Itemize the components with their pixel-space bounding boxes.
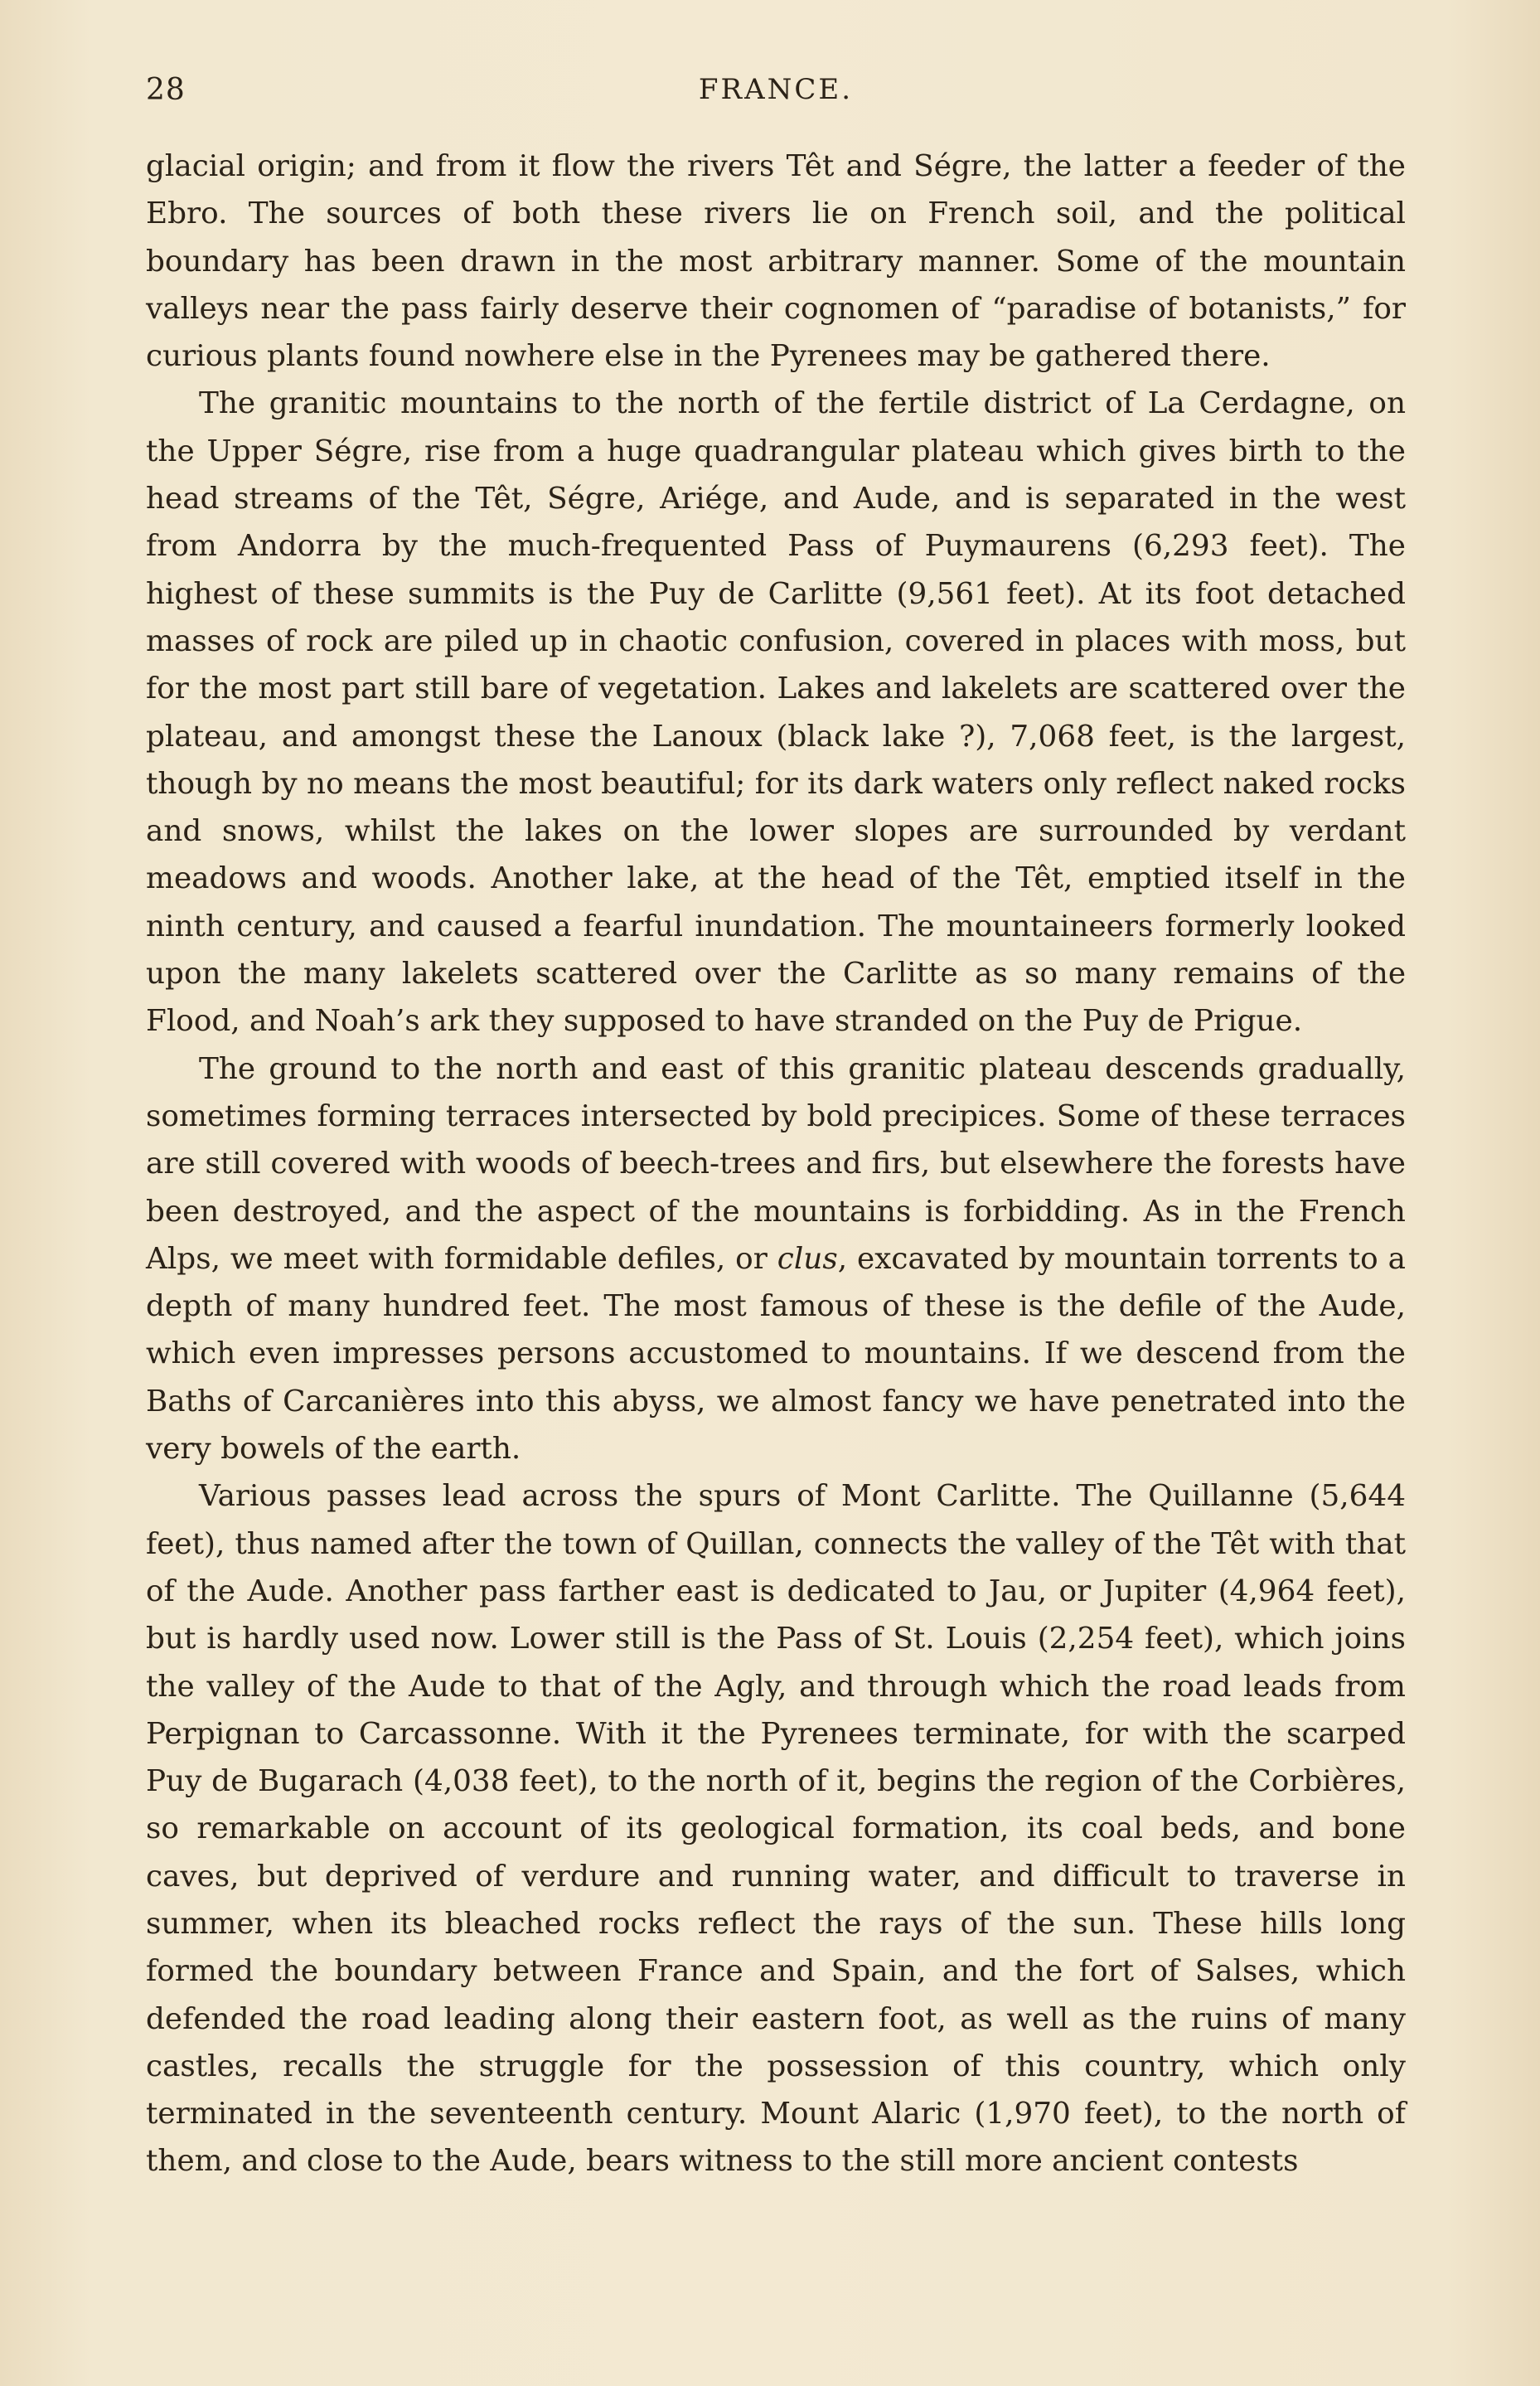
running-head — [146, 73, 1406, 114]
page-number: 28 — [146, 73, 186, 107]
paragraph-passes: Various passes lead across the spurs of Mont Carlitte. The Quillanne (5,644 feet), thus named after the town of Quillan, connects the valley of the Têt with that of the Aude. Another pass farther east is dedicated to Jau, or Jupiter (4,964 feet), but is hardly used now. Lower still is the Pass of St. Louis (2,254 feet), which joins the valley of the Aude to that of the Agly, and through which the road leads from Perpignan to Carcassonne. With it the Pyrenees terminate, for with the scarped Puy de Bugarach (4,038 feet), to the north of it, begins the region of the Corbières, so remarkable on account of its geological formation, its coal beds, and bone caves, but deprived of verdure and running water, and difficult to traverse in summer, when its bleached rocks reflect the rays of the sun. These hills long formed the boundary between France and Spain, and the fort of Salses, which defended the road leading along their eastern foot, as well as the ruins of many castles, recalls the struggle for the possession of this country, which only terminated in the seventeenth century. Mount Alaric (1,970 feet), to the north of them, and close to the Aude, bears witness to the still more ancient contests — [146, 1479, 1406, 2179]
paragraph-granitic-plateau — [146, 1045, 1406, 1473]
italic-term-clus: clus — [777, 1241, 838, 1276]
paragraph-continuation: glacial origin; and from it flow the rivers Têt and Ségre, the latter a feeder of the Ebro. The sources of both these rivers lie on French soil, and the political boundary has been drawn in the most arbitrary manner. Some of the mountain valleys near the pass fairly deserve their cognomen of “paradise of botanists,” for curious plants found nowhere else in the Pyrenees may be gathered there. — [146, 149, 1406, 374]
paragraph-text-after: , excavated by mountain torrents to a depth of many hundred feet. The most famous of these is the defile of the Aude, which even impresses persons accustomed to mountains. If we descend from the Baths of Carcanières into this abyss, we almost fancy we have penetrated into the very bowels of the earth. — [146, 1241, 1406, 1467]
body-text — [146, 143, 1406, 2185]
paragraph-text-before: The ground to the north and east of this granitic plateau descends gradually, sometimes forming terraces intersected by bold precipices. Some of these terraces are still covered with woods of beech-trees and firs, but elsewhere the forests have been destroyed, and the aspect of the mountains is forbidding. As in the French Alps, we meet with formidable defiles, or — [146, 1051, 1406, 1276]
running-title: FRANCE. — [698, 73, 854, 106]
paragraph-granitic-mountains: The granitic mountains to the north of the fertile district of La Cerdagne, on the Upper Ségre, rise from a huge quadrangular plateau which gives birth to the head streams of the Têt, Ségre, Ariége, and Aude, and is separated in the west from Andorra by the much-frequented Pass of Puymaurens (6,293 feet). The highest of these summits is the Puy de Carlitte (9,561 feet). At its foot detached masses of rock are piled up in chaotic confusion, covered in places with moss, but for the most part still bare of vegetation. Lakes and lakelets are scattered over the plateau, and amongst these the Lanoux (black lake ?), 7,068 feet, is the largest, though by no means the most beautiful; for its dark waters only reflect naked rocks and snows, whilst the lakes on the lower slopes are surrounded by verdant meadows and woods. Another lake, at the head of the Têt, emptied itself in the ninth century, and caused a fearful inundation. The mountaineers formerly looked upon the many lakelets scattered over the Carlitte as so many remains of the Flood, and Noah’s ark they supposed to have stranded on the Puy de Prigue. — [146, 386, 1406, 1039]
